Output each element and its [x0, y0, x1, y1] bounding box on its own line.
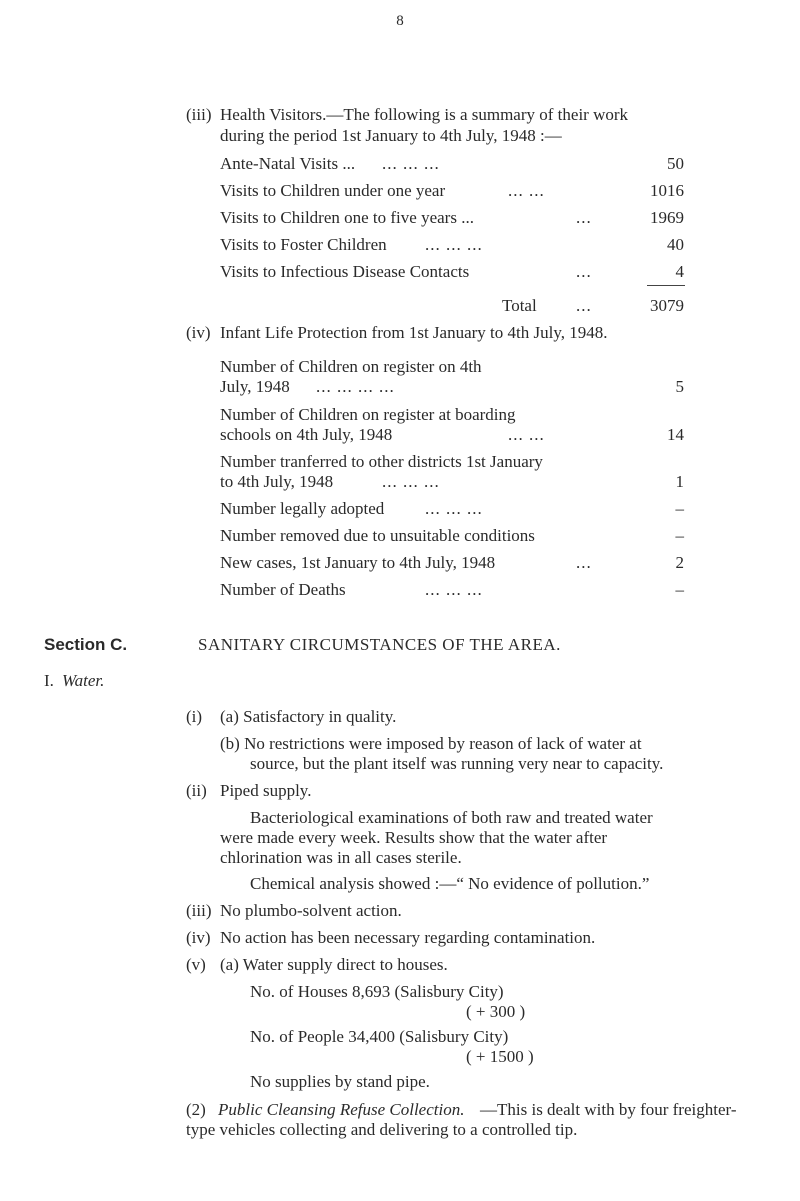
total-label: Total [502, 296, 537, 315]
infant-row-value: – [675, 526, 684, 545]
infant-life-marker: (iv) [186, 323, 211, 342]
health-visitors-intro-line2: during the period 1st January to 4th July, 1948 :— [220, 126, 562, 145]
infant-row-dots: ... ... ... [425, 580, 483, 599]
bacteriological-line2: were made every week. Results show that the water after [220, 828, 608, 847]
stand-pipe: No supplies by stand pipe. [250, 1072, 430, 1091]
item-iii-text: No plumbo-solvent action. [220, 901, 402, 920]
chemical-analysis: Chemical analysis showed :—“ No evidence of pollution.” [250, 874, 650, 893]
item-i-b-line2: source, but the plant itself was running very near to capacity. [250, 754, 664, 773]
item-iii-marker: (iii) [186, 901, 212, 920]
infant-row-line2: July, 1948 [220, 377, 290, 396]
bacteriological-line3: chlorination was in all cases sterile. [220, 848, 462, 867]
infant-row-dots: ... [576, 553, 592, 572]
visits-row-value: 40 [667, 235, 684, 254]
infant-row-dots: ... ... ... ... [316, 377, 395, 396]
water-heading: Water. [62, 671, 105, 690]
visits-row-label: Visits to Foster Children [220, 235, 387, 254]
visits-row-label: Visits to Infectious Disease Contacts [220, 262, 470, 281]
visits-row-label: Visits to Children one to five years ... [220, 208, 474, 227]
infant-row-value: 1 [675, 472, 684, 491]
infant-row-line1: New cases, 1st January to 4th July, 1948 [220, 553, 496, 572]
visits-row-value: 1016 [650, 181, 684, 200]
visits-row-value: 1969 [650, 208, 684, 227]
infant-row-value: – [675, 499, 684, 518]
houses-extra: ( + 300 ) [466, 1002, 526, 1021]
infant-row-line1: Number of Deaths [220, 580, 346, 599]
infant-row-value: 2 [675, 553, 684, 572]
item-v-text: (a) Water supply direct to houses. [220, 955, 448, 974]
cleansing-marker: (2) [186, 1100, 206, 1119]
infant-row-line1: Number legally adopted [220, 499, 385, 518]
visits-row-value: 50 [667, 154, 684, 173]
visits-row-dots: ... ... ... [382, 154, 440, 173]
page-number: 8 [396, 13, 404, 29]
infant-row-value: 14 [667, 425, 684, 444]
visits-row-dots: ... [576, 208, 592, 227]
item-ii-text: Piped supply. [220, 781, 312, 800]
cleansing-text-line1: —This is dealt with by four freighter- [480, 1100, 737, 1119]
visits-row-dots: ... ... [508, 181, 545, 200]
infant-row-value: 5 [675, 377, 684, 396]
visits-row-label: Ante-Natal Visits ... [220, 154, 356, 173]
item-i-b-line1: (b) No restrictions were imposed by reason of lack of water at [220, 734, 642, 753]
cleansing-text-line2: type vehicles collecting and delivering to a controlled tip. [186, 1120, 578, 1139]
people-line: No. of People 34,400 (Salisbury City) [250, 1027, 509, 1046]
item-iv-marker: (iv) [186, 928, 211, 947]
visits-row-dots: ... ... ... [425, 235, 483, 254]
infant-row-value: – [675, 580, 684, 599]
item-i-a: (a) Satisfactory in quality. [220, 707, 397, 726]
infant-row-line1: Number of Children on register on 4th [220, 357, 482, 376]
section-label: Section C. [44, 635, 128, 654]
item-v-marker: (v) [186, 955, 206, 974]
infant-row-line1: Number removed due to unsuitable conditions [220, 526, 535, 545]
water-heading-number: I. [44, 671, 54, 690]
infant-row-line1: Number tranferred to other districts 1st January [220, 452, 543, 471]
total-dots: ... [576, 296, 592, 315]
health-visitors-marker: (iii) [186, 105, 212, 124]
item-i-marker: (i) [186, 707, 203, 726]
cleansing-title: Public Cleansing Refuse Collection. [218, 1100, 465, 1119]
visits-row-label: Visits to Children under one year [220, 181, 446, 200]
infant-row-line2: to 4th July, 1948 [220, 472, 334, 491]
bacteriological-line1: Bacteriological examinations of both raw and treated water [250, 808, 653, 827]
visits-row-dots: ... [576, 262, 592, 281]
total-value: 3079 [650, 296, 684, 315]
infant-row-line2: schools on 4th July, 1948 [220, 425, 393, 444]
section-title: SANITARY CIRCUMSTANCES OF THE AREA. [198, 635, 561, 654]
item-iv-text: No action has been necessary regarding contamination. [220, 928, 596, 947]
health-visitors-intro-line1: Health Visitors.—The following is a summary of their work [220, 105, 629, 124]
people-extra: ( + 1500 ) [466, 1047, 534, 1066]
visits-row-value: 4 [675, 262, 684, 281]
houses-line: No. of Houses 8,693 (Salisbury City) [250, 982, 504, 1001]
infant-row-dots: ... ... [508, 425, 545, 444]
infant-row-line1: Number of Children on register at boarding [220, 405, 516, 424]
infant-row-dots: ... ... ... [425, 499, 483, 518]
item-ii-marker: (ii) [186, 781, 207, 800]
infant-row-dots: ... ... ... [382, 472, 440, 491]
total-rule [647, 285, 685, 286]
infant-life-heading: Infant Life Protection from 1st January to 4th July, 1948. [220, 323, 608, 342]
